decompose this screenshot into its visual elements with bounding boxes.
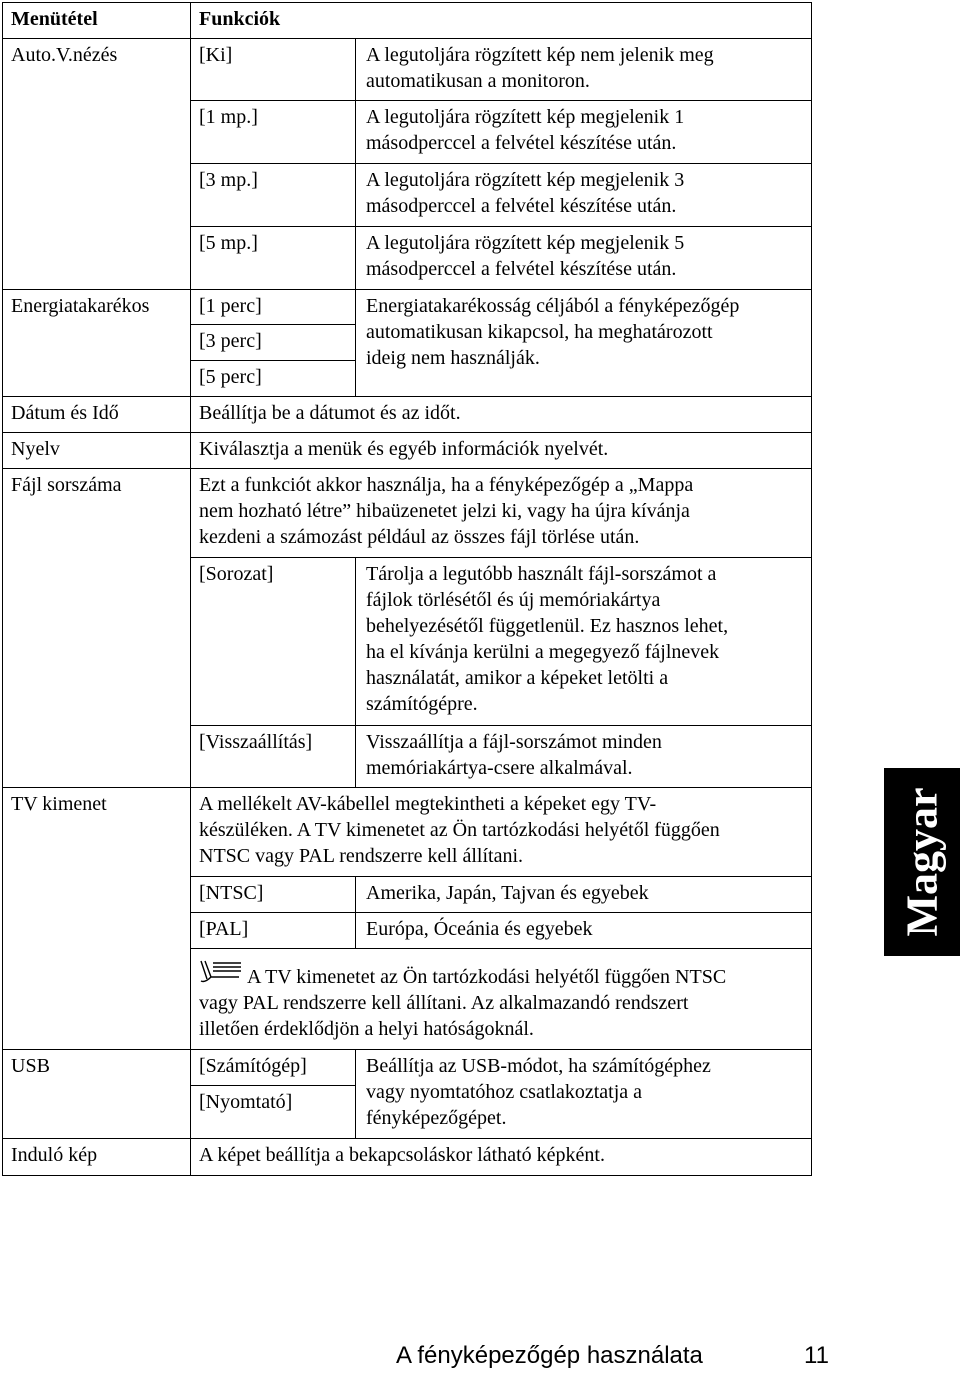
row-label-power-save: Energiatakarékos [11, 295, 150, 317]
option-off: [Ki] [199, 44, 233, 66]
option-desc-line: másodperccel a felvétel készítése után. [366, 258, 677, 280]
tv-out-desc-line: készüléken. A TV kimenetet az Ön tartózkodási helyétől függően [199, 819, 720, 841]
datetime-desc: Beállítja be a dátumot és az időt. [199, 402, 461, 424]
option-pal-desc: Európa, Óceánia és egyebek [366, 918, 593, 940]
option-5s: [5 mp.] [199, 232, 258, 254]
row-label-file-number: Fájl sorszáma [11, 474, 122, 496]
option-pal: [PAL] [199, 918, 249, 940]
usb-desc-line: Beállítja az USB-módot, ha számítógéphez [366, 1055, 711, 1077]
row-label-startup: Induló kép [11, 1144, 98, 1166]
power-save-desc-line: ideig nem használják. [366, 347, 540, 369]
option-desc-line: A legutoljára rögzített kép megjelenik 3 [366, 169, 685, 191]
row-label-usb: USB [11, 1055, 50, 1077]
tv-out-desc-line: A mellékelt AV-kábellel megtekintheti a képeket egy TV- [199, 793, 657, 815]
row-label-datetime: Dátum és Idő [11, 402, 119, 424]
option-desc-line: Tárolja a legutóbb használt fájl-sorszámot a [366, 563, 717, 585]
row-label-language: Nyelv [11, 438, 60, 460]
option-desc-line: másodperccel a felvétel készítése után. [366, 132, 677, 154]
option-desc-line: A legutoljára rögzített kép nem jelenik meg [366, 44, 714, 66]
option-desc-line: ha el kívánja kerülni a megegyező fájlnevek [366, 641, 720, 663]
option-3s: [3 mp.] [199, 169, 258, 191]
option-desc-line: Visszaállítja a fájl-sorszámot minden [366, 731, 662, 753]
option-desc-line: A legutoljára rögzített kép megjelenik 5 [366, 232, 685, 254]
usb-desc-line: vagy nyomtatóhoz csatlakoztatja a [366, 1081, 643, 1103]
page-number: 11 [804, 1342, 829, 1369]
option-printer: [Nyomtató] [199, 1091, 293, 1113]
option-desc-line: használatát, amikor a képeket letölti a [366, 667, 669, 689]
option-series: [Sorozat] [199, 563, 274, 585]
option-1min: [1 perc] [199, 295, 262, 317]
option-3min: [3 perc] [199, 330, 262, 352]
side-tab-label: Magyar [897, 787, 947, 937]
file-number-desc-line: kezdeni a számozást például az összes fájl törlése után. [199, 526, 640, 548]
option-5min: [5 perc] [199, 366, 262, 388]
language-side-tab [884, 768, 960, 956]
power-save-desc-line: automatikusan kikapcsol, ha meghatározott [366, 321, 713, 343]
footer-title: A fényképezőgép használata [396, 1342, 703, 1369]
row-label-tv-out: TV kimenet [11, 793, 107, 815]
tv-note-line: vagy PAL rendszerre kell állítani. Az alkalmazandó rendszert [199, 992, 689, 1014]
file-number-desc-line: nem hozható létre” hibaüzenetet jelzi ki, vagy ha újra kívánja [199, 500, 690, 522]
usb-desc-line: fényképezőgépet. [366, 1107, 507, 1129]
header-menu-item: Menütétel [11, 8, 98, 30]
power-save-desc-line: Energiatakarékosság céljából a fényképezőgép [366, 295, 740, 317]
header-functions: Funkciók [199, 8, 281, 30]
option-ntsc-desc: Amerika, Japán, Tajvan és egyebek [366, 882, 649, 904]
option-desc-line: behelyezésétől függetlenül. Ez hasznos lehet, [366, 615, 729, 637]
option-desc-line: automatikusan a monitoron. [366, 70, 590, 92]
startup-desc: A képet beállítja a bekapcsoláskor látható képként. [199, 1144, 605, 1166]
tv-note-line: illetően érdeklődjön a helyi hatóságoknál. [199, 1018, 534, 1040]
tv-out-desc-line: NTSC vagy PAL rendszerre kell állítani. [199, 845, 524, 867]
option-desc-line: A legutoljára rögzített kép megjelenik 1 [366, 106, 685, 128]
option-desc-line: számítógépre. [366, 693, 478, 715]
option-computer: [Számítógép] [199, 1055, 307, 1077]
option-reset: [Visszaállítás] [199, 731, 313, 753]
option-desc-line: másodperccel a felvétel készítése után. [366, 195, 677, 217]
option-desc-line: fájlok törlésétől és új memóriakártya [366, 589, 661, 611]
row-label-auto-view: Auto.V.nézés [11, 44, 118, 66]
language-desc: Kiválasztja a menük és egyéb információk nyelvét. [199, 438, 609, 460]
option-ntsc: [NTSC] [199, 882, 264, 904]
tv-note-line: A TV kimenetet az Ön tartózkodási helyétől függően NTSC [247, 966, 727, 988]
option-desc-line: memóriakártya-csere alkalmával. [366, 757, 633, 779]
option-1s: [1 mp.] [199, 106, 258, 128]
file-number-desc-line: Ezt a funkciót akkor használja, ha a fényképezőgép a „Mappa [199, 474, 694, 496]
note-hand-icon [199, 957, 245, 985]
